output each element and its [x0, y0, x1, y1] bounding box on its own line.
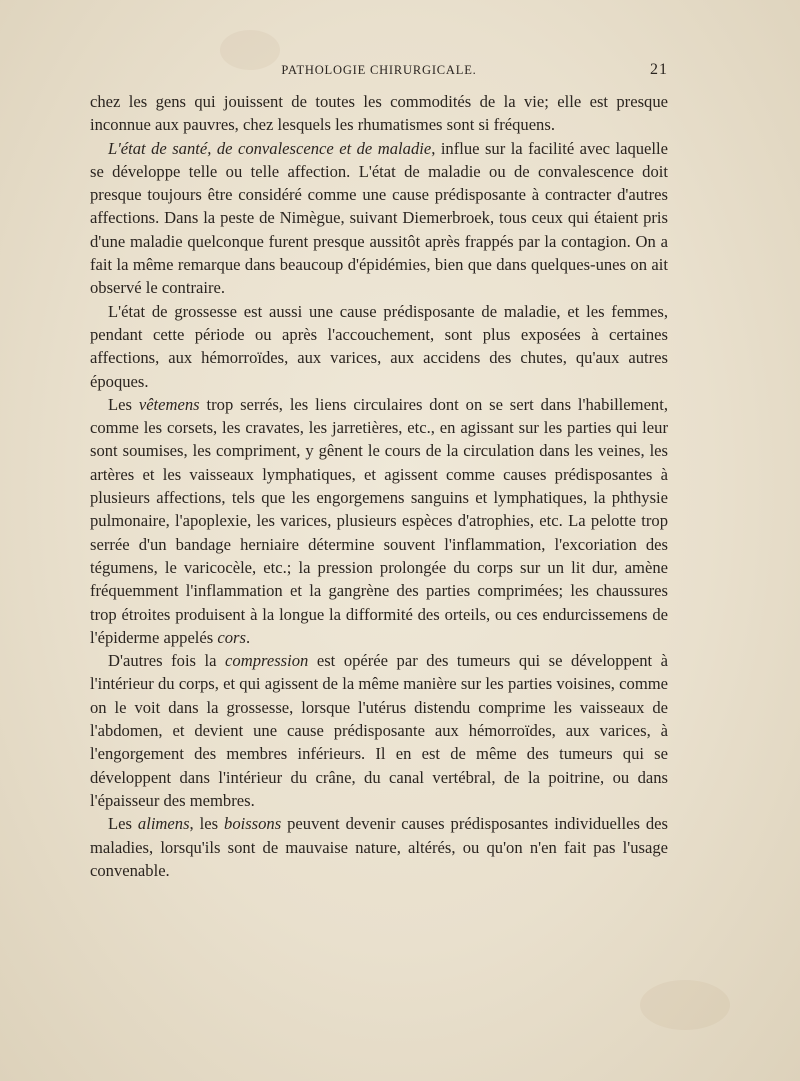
italic-term: compression — [225, 651, 309, 671]
text-run: chez les gens qui jouissent de toutes les commodités de la vie; elle est presque inconnue aux pauvres, chez lesquels les rhumatismes sont si fréquens. — [90, 92, 668, 135]
text-run: Les — [108, 814, 138, 834]
page-number: 21 — [650, 61, 668, 78]
running-head: PATHOLOGIE CHIRURGICALE. — [281, 63, 477, 77]
text-run: trop serrés, les liens circulaires dont on se sert dans l'habillement, comme les corsets, les cravates, les jarretières, etc., en agissant sur les parties qui leur sont soumises, les compriment, y gênent le cours de la circulation dans les veines, les artères et les vaisseaux lymphatiques, et agissent comme causes prédisposantes à plusieurs affections, tels que les engorgemens sanguins et lymphatiques, la phthysie pulmonaire, l'apoplexie, les varices, plusieurs espèces d'atrophies, etc. La pelotte trop serrée d'un bandage herniaire détermine souvent l'inflammation, l'excoriation des tégumens, le varicocèle, etc.; la pression prolongée du corps sur un lit dur, amène fréquemment l'inflammation et la gangrène des parties comprimées; les chaussures trop étroites produisent à la longue la difformité des orteils, ou ces endurcissemens de l'épiderme appelés — [90, 394, 668, 647]
text-run: Les — [108, 394, 139, 414]
paper-stain — [640, 980, 730, 1030]
paragraph — [90, 137, 668, 300]
text-run: , les — [189, 814, 225, 834]
paragraph — [90, 649, 668, 812]
italic-term: vêtemens — [138, 394, 200, 414]
text-run: . — [245, 627, 251, 647]
paragraph — [90, 812, 668, 882]
text-run: peuvent devenir causes prédisposantes individuelles des maladies, lorsqu'ils sont de mauvaise nature, altérés, ou qu'on n'en fait pas l'usage convenable. — [90, 814, 668, 880]
text-run: L'état de grossesse est aussi une cause prédisposante de maladie, et les femmes, pendant cette période ou après l'accouchement, sont plus exposées à certaines affections, aux hémorroïdes, aux varices, aux accidens des chutes, qu'aux autres époques. — [90, 301, 668, 391]
italic-term: alimens — [137, 814, 190, 834]
text-run: D'autres fois la — [108, 651, 226, 671]
body-text — [90, 90, 668, 882]
italic-term: L'état de santé, de convalescence et de maladie — [108, 138, 432, 158]
paragraph — [90, 393, 668, 649]
paragraph — [90, 300, 668, 393]
italic-term: cors — [217, 627, 246, 647]
paragraph — [90, 90, 668, 137]
italic-term: boissons — [224, 814, 282, 834]
page-header — [90, 63, 668, 85]
text-run: , influe sur la facilité avec laquelle se développe telle ou telle affection. L'état de maladie ou de convalescence doit presque toujours être considéré comme une cause prédisposante à contracter d'autres affections. Dans la peste de Nimègue, suivant Diemerbroek, tous ceux qui étaient pris d'une maladie quelconque furent presque aussitôt après frappés par la contagion. On a fait la même remarque dans beaucoup d'épidémies, bien que dans quelques-unes on ait observé le contraire. — [90, 138, 668, 298]
text-run: est opérée par des tumeurs qui se développent à l'intérieur du corps, et qui agissent de la même manière sur les parties voisines, comme on le voit dans la grossesse, lorsque l'utérus distendu comprime les vaisseaux de l'abdomen, et devient une cause prédisposante aux hémorroïdes, aux varices, à l'engorgement des membres inférieurs. Il en est de même des tumeurs qui se développent dans l'intérieur du crâne, du canal vertébral, de la poitrine, ou dans l'épaisseur des membres. — [90, 651, 668, 810]
